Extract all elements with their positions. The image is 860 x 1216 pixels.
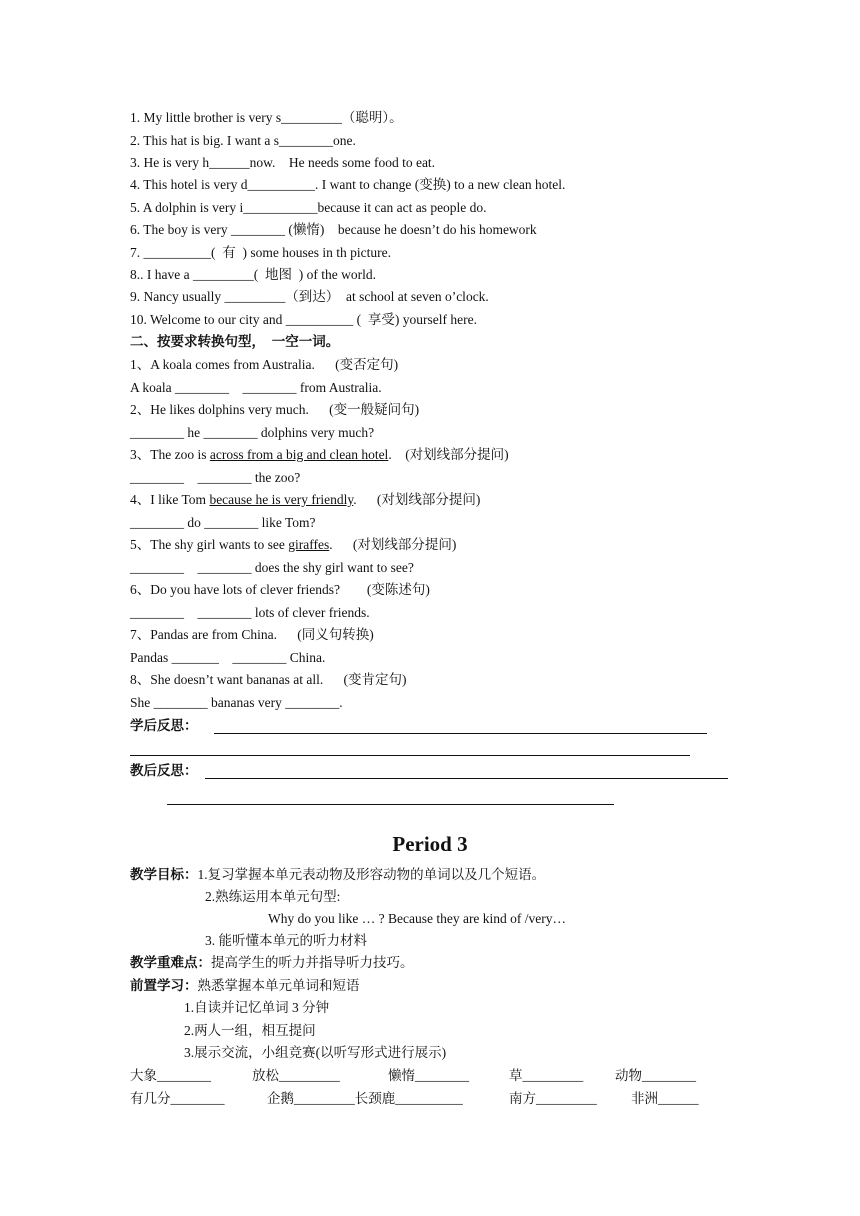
vocab-item: 非洲______	[631, 1091, 699, 1106]
goal-2: 2.熟练运用本单元句型:	[205, 889, 341, 904]
goals-label: 教学目标：	[130, 867, 198, 882]
reflection-line	[130, 755, 690, 756]
exercise-line-2: 2. This hat is big. I want a s________one.	[130, 133, 356, 148]
vocab-item: 草_________	[509, 1068, 584, 1083]
step-2: 2.两人一组，相互提问	[184, 1023, 316, 1038]
exercise-line-7: 7. __________( 有 ) some houses in th picture.	[130, 245, 391, 260]
key-text: 提高学生的听力并指导听力技巧。	[211, 955, 414, 970]
section-heading: 二、按要求转换句型， 一空一词。	[130, 334, 340, 349]
transform-answer-1: A koala ________ ________ from Australia.	[130, 380, 382, 395]
exercise-line-1: 1. My little brother is very s_________（聪明）。	[130, 110, 403, 125]
student-reflection-label: 学后反思：	[130, 718, 198, 733]
step-3: 3.展示交流，小组竞赛(以听写形式进行展示)	[184, 1045, 447, 1060]
underlined-part: because he is very friendly	[209, 492, 354, 507]
preview-label: 前置学习：	[130, 978, 198, 993]
transform-question-1: 1、A koala comes from Australia. (变否定句)	[130, 357, 399, 372]
exercise-line-9: 9. Nancy usually _________（到达） at school at seven o’clock.	[130, 289, 489, 304]
transform-question-6: 6、Do you have lots of clever friends? (变陈述句)	[130, 582, 430, 597]
teacher-reflection-label: 教后反思：	[130, 763, 198, 778]
vocab-item: 放松_________	[252, 1068, 340, 1083]
step-1: 1.自读并记忆单词 3 分钟	[184, 1000, 330, 1015]
vocab-item: 动物________	[615, 1068, 696, 1083]
vocab-item: 懒惰________	[388, 1068, 469, 1083]
goal-1: 1.复习掌握本单元表动物及形容动物的单词以及几个短语。	[197, 867, 546, 882]
underlined-part: across from a big and clean hotel	[209, 447, 389, 462]
transform-question-3	[130, 447, 509, 463]
transform-question-7: 7、Pandas are from China. (同义句转换)	[130, 627, 374, 642]
transform-question-4	[130, 492, 480, 508]
underlined-part: giraffes	[288, 537, 330, 552]
preview-text: 熟悉掌握本单元单词和短语	[197, 978, 360, 993]
transform-question-5	[130, 537, 456, 553]
reflection-line	[205, 778, 728, 779]
question-instruction: . (对划线部分提问)	[388, 447, 509, 462]
question-text: 4、I like Tom	[130, 492, 210, 507]
goals-row	[130, 867, 545, 883]
exercise-line-4: 4. This hotel is very d__________. I want to change (变换) to a new clean hotel.	[130, 177, 566, 192]
transform-answer-8: She ________ bananas very ________.	[130, 695, 343, 710]
vocab-item: 企鹅_________长颈鹿__________	[267, 1091, 463, 1106]
transform-answer-3: ________ ________ the zoo?	[130, 470, 301, 485]
exercise-line-5: 5. A dolphin is very i___________because it can act as people do.	[130, 200, 487, 215]
vocab-item: 大象________	[130, 1068, 211, 1083]
question-text: 5、The shy girl wants to see	[130, 537, 289, 552]
key-label: 教学重难点：	[130, 955, 211, 970]
period-title: Period 3	[392, 832, 468, 856]
transform-answer-5: ________ ________ does the shy girl want to see?	[130, 560, 414, 575]
transform-answer-6: ________ ________ lots of clever friends.	[130, 605, 370, 620]
exercise-line-6: 6. The boy is very ________ (懒惰) because he doesn’t do his homework	[130, 222, 537, 237]
key-points-row	[130, 955, 414, 971]
question-instruction: . (对划线部分提问)	[329, 537, 457, 552]
transform-answer-2: ________ he ________ dolphins very much?	[130, 425, 375, 440]
reflection-line	[214, 733, 707, 734]
transform-answer-7: Pandas _______ ________ China.	[130, 650, 326, 665]
vocab-item: 南方_________	[509, 1091, 597, 1106]
exercise-line-3: 3. He is very h______now. He needs some food to eat.	[130, 155, 436, 170]
question-instruction: . (对划线部分提问)	[353, 492, 481, 507]
preview-row	[130, 978, 360, 994]
question-text: 3、The zoo is	[130, 447, 210, 462]
exercise-line-8: 8.. I have a _________( 地图 ) of the world.	[130, 267, 376, 282]
transform-question-8: 8、She doesn’t want bananas at all. (变肯定句)	[130, 672, 407, 687]
transform-answer-4: ________ do ________ like Tom?	[130, 515, 316, 530]
goal-3: 3. 能听懂本单元的听力材料	[205, 933, 367, 948]
vocab-item: 有几分________	[130, 1091, 225, 1106]
goal-pattern: Why do you like … ? Because they are kind of /very…	[268, 911, 567, 926]
transform-question-2: 2、He likes dolphins very much. (变一般疑问句)	[130, 402, 420, 417]
exercise-line-10: 10. Welcome to our city and __________ ( 享受) yourself here.	[130, 312, 477, 327]
reflection-line	[167, 804, 614, 805]
